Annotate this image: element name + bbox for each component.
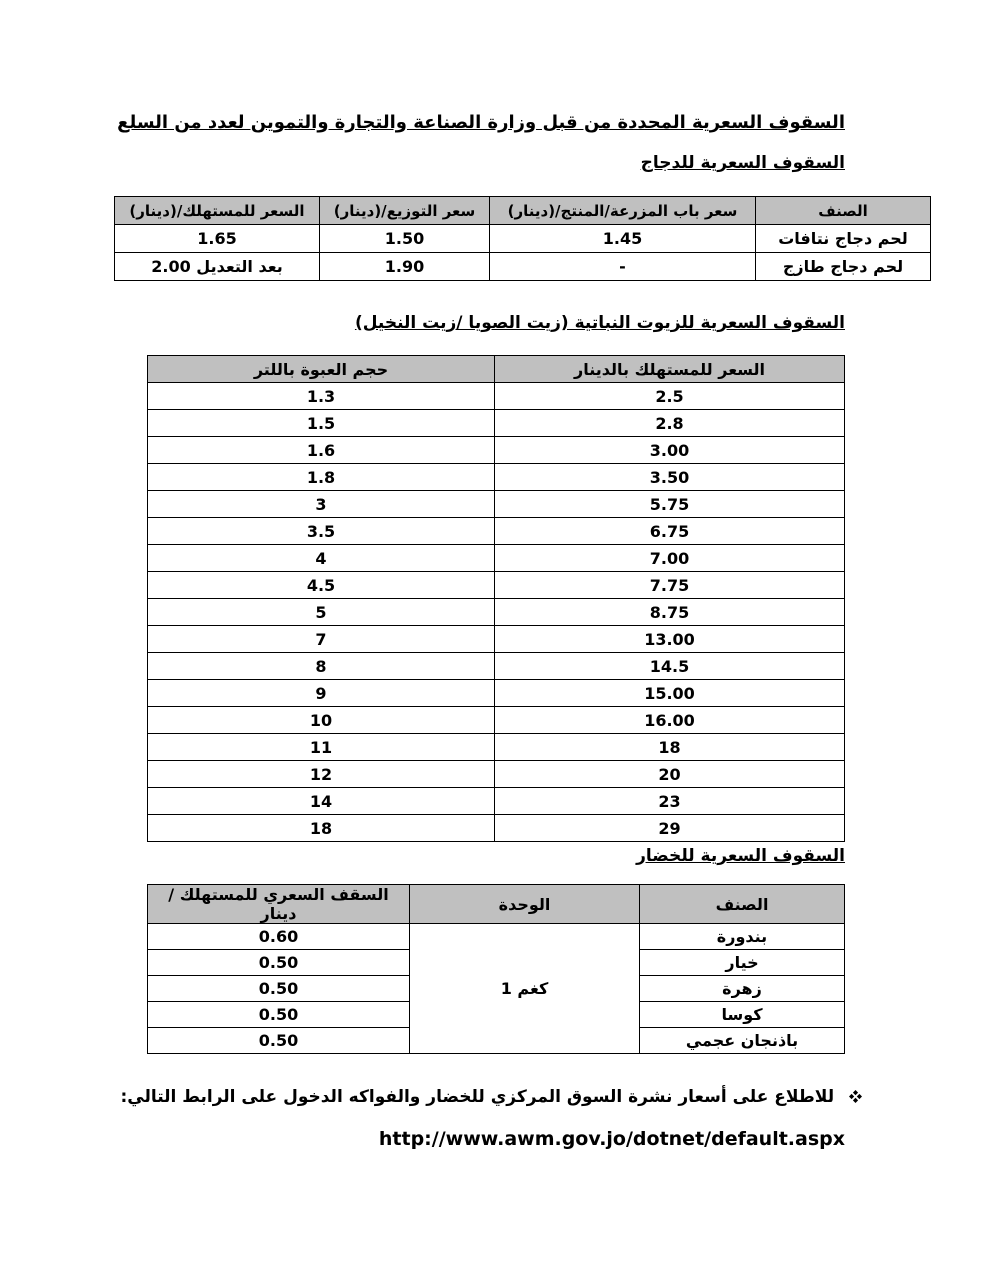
chicken-header-farm-gate: سعر باب المزرعة/المنتج/(دينار) — [490, 197, 756, 225]
table-row — [148, 518, 845, 545]
chicken-header-item: الصنف — [756, 197, 931, 225]
vegetables-prices-table — [147, 884, 845, 1054]
cell-consumer-price: 18 — [495, 734, 845, 761]
table-row — [148, 734, 845, 761]
cell-consumer-price: 3.50 — [495, 464, 845, 491]
cell-farm-gate-price: - — [490, 253, 756, 281]
table-row — [148, 680, 845, 707]
table-row — [148, 599, 845, 626]
chicken-section-heading: السقوف السعرية للدجاج — [640, 153, 845, 173]
cell-farm-gate-price: 1.45 — [490, 225, 756, 253]
oils-prices-table — [147, 355, 845, 842]
table-row — [115, 225, 931, 253]
cell-package-size: 3 — [148, 491, 495, 518]
cell-item: بندورة — [640, 924, 845, 950]
table-header-row — [148, 885, 845, 924]
table-row — [148, 924, 845, 950]
table-row — [148, 761, 845, 788]
cell-consumer-price: 2.5 — [495, 383, 845, 410]
cell-package-size: 11 — [148, 734, 495, 761]
cell-package-size: 1.5 — [148, 410, 495, 437]
vegetables-header-ceiling: السقف السعري للمستهلك /دينار — [148, 885, 410, 924]
cell-package-size: 14 — [148, 788, 495, 815]
cell-package-size: 10 — [148, 707, 495, 734]
footer-note-text: للاطلاع على أسعار نشرة السوق المركزي للخضار والفواكه الدخول على الرابط التالي: — [120, 1087, 835, 1107]
table-row — [148, 572, 845, 599]
cell-package-size: 9 — [148, 680, 495, 707]
cell-distribution-price: 1.50 — [320, 225, 490, 253]
table-row — [148, 437, 845, 464]
cell-distribution-price: 1.90 — [320, 253, 490, 281]
cell-package-size: 4 — [148, 545, 495, 572]
document-title: السقوف السعرية المحددة من قبل وزارة الصناعة والتجارة والتموين لعدد من السلع — [117, 112, 845, 133]
cell-consumer-price: 14.5 — [495, 653, 845, 680]
cell-price-ceiling: 0.60 — [148, 924, 410, 950]
diamond-bullet-icon — [849, 1088, 862, 1108]
cell-consumer-price: 2.00 بعد التعديل — [115, 253, 320, 281]
cell-price-ceiling: 0.50 — [148, 1002, 410, 1028]
table-header-row — [115, 197, 931, 225]
cell-consumer-price: 8.75 — [495, 599, 845, 626]
oils-header-package-size: حجم العبوة باللتر — [148, 356, 495, 383]
cell-consumer-price: 5.75 — [495, 491, 845, 518]
chicken-header-consumer: السعر للمستهلك/(دينار) — [115, 197, 320, 225]
cell-item: زهرة — [640, 976, 845, 1002]
cell-package-size: 4.5 — [148, 572, 495, 599]
cell-price-ceiling: 0.50 — [148, 976, 410, 1002]
cell-package-size: 1.8 — [148, 464, 495, 491]
table-row — [148, 788, 845, 815]
cell-package-size: 5 — [148, 599, 495, 626]
cell-package-size: 1.6 — [148, 437, 495, 464]
vegetables-header-unit: الوحدة — [410, 885, 640, 924]
table-row — [115, 253, 931, 281]
cell-consumer-price: 3.00 — [495, 437, 845, 464]
market-url: http://www.awm.gov.jo/dotnet/default.aspx — [378, 1128, 845, 1150]
table-row — [148, 491, 845, 518]
vegetables-header-item: الصنف — [640, 885, 845, 924]
cell-unit: 1 كغم — [410, 924, 640, 1054]
table-header-row — [148, 356, 845, 383]
cell-package-size: 7 — [148, 626, 495, 653]
cell-package-size: 1.3 — [148, 383, 495, 410]
cell-consumer-price: 1.65 — [115, 225, 320, 253]
table-row — [148, 815, 845, 842]
table-row — [148, 383, 845, 410]
cell-package-size: 3.5 — [148, 518, 495, 545]
table-row — [148, 707, 845, 734]
cell-price-ceiling: 0.50 — [148, 1028, 410, 1054]
table-row — [148, 653, 845, 680]
cell-consumer-price: 2.8 — [495, 410, 845, 437]
vegetables-section-heading: السقوف السعرية للخضار — [636, 846, 845, 866]
cell-item: باذنجان عجمي — [640, 1028, 845, 1054]
cell-consumer-price: 7.75 — [495, 572, 845, 599]
cell-consumer-price: 16.00 — [495, 707, 845, 734]
cell-price-ceiling: 0.50 — [148, 950, 410, 976]
cell-consumer-price: 13.00 — [495, 626, 845, 653]
table-row — [148, 626, 845, 653]
cell-item: كوسا — [640, 1002, 845, 1028]
cell-package-size: 12 — [148, 761, 495, 788]
oils-header-consumer-price: السعر للمستهلك بالدينار — [495, 356, 845, 383]
cell-item: لحم دجاج نتافات — [756, 225, 931, 253]
cell-item: لحم دجاج طازج — [756, 253, 931, 281]
footer-note — [120, 1087, 862, 1108]
cell-consumer-price: 23 — [495, 788, 845, 815]
table-row — [148, 545, 845, 572]
cell-consumer-price: 20 — [495, 761, 845, 788]
cell-item: خيار — [640, 950, 845, 976]
cell-package-size: 8 — [148, 653, 495, 680]
table-row — [148, 464, 845, 491]
oils-section-heading: السقوف السعرية للزيوت النباتية (زيت الصويا /زيت النخيل) — [354, 313, 845, 333]
cell-consumer-price: 7.00 — [495, 545, 845, 572]
cell-consumer-price: 29 — [495, 815, 845, 842]
cell-package-size: 18 — [148, 815, 495, 842]
cell-consumer-price: 15.00 — [495, 680, 845, 707]
chicken-header-distribution: سعر التوزيع/(دينار) — [320, 197, 490, 225]
cell-consumer-price: 6.75 — [495, 518, 845, 545]
chicken-prices-table — [114, 196, 931, 281]
table-row — [148, 410, 845, 437]
